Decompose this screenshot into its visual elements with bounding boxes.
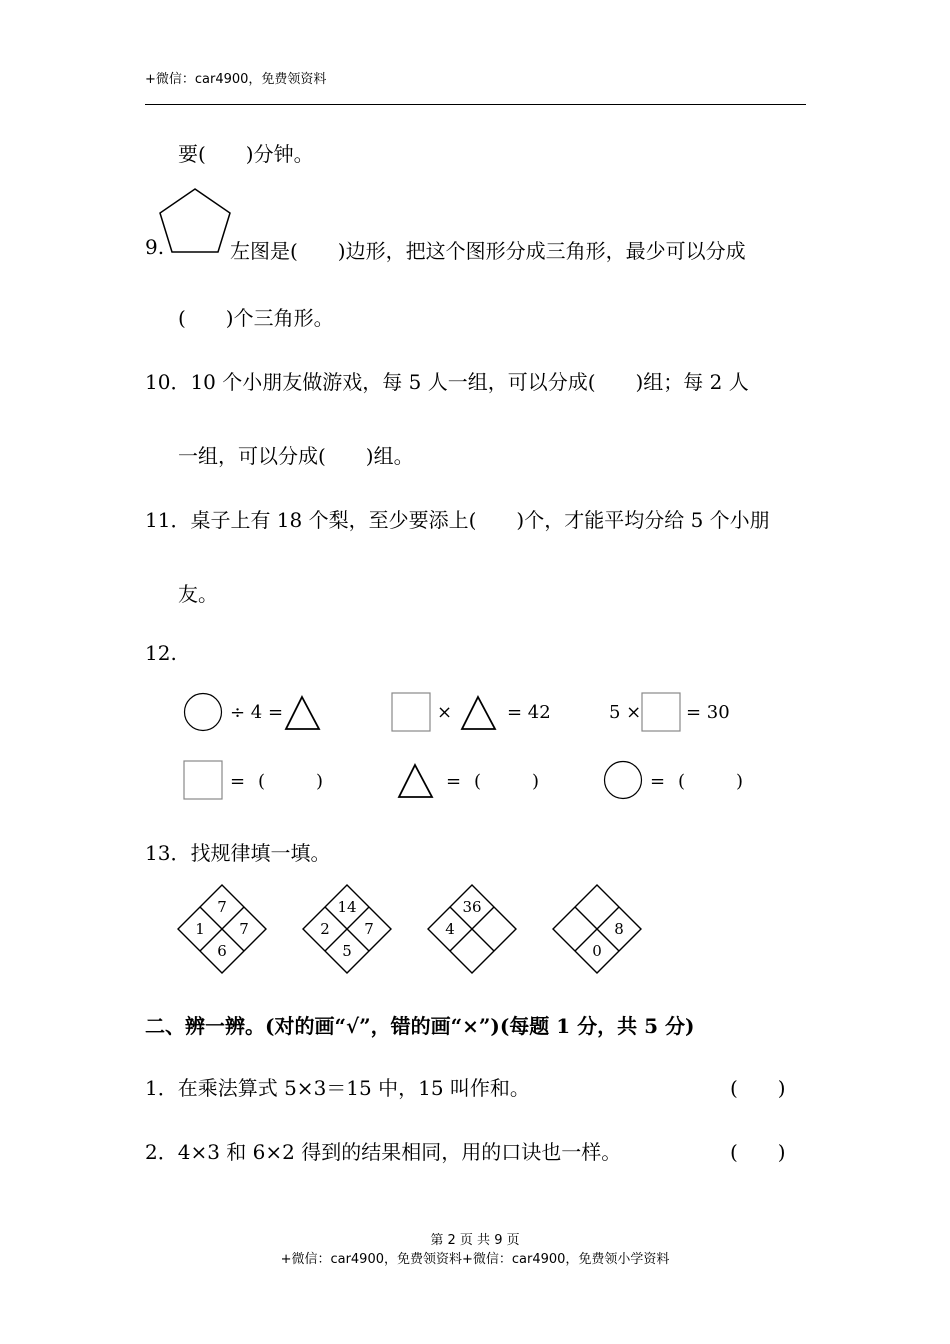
judge-item-1-text: 1．在乘法算式 5×3＝15 中，15 叫作和。 xyxy=(145,1076,530,1100)
answer-equals: = xyxy=(650,771,666,792)
q12-eq2-op: × xyxy=(437,702,453,723)
diamond-cell-right: 7 xyxy=(239,920,249,938)
q12-eq2-result: = 42 xyxy=(507,702,551,723)
answer-open-paren: ( xyxy=(678,771,686,792)
answer-open-paren: ( xyxy=(474,771,482,792)
diamond-cell-bottom: 5 xyxy=(342,942,352,960)
q12-number: 12. xyxy=(145,641,177,665)
q12-eq1-text: ÷ 4 = xyxy=(230,702,284,723)
diamond-cell-bottom: 0 xyxy=(592,942,602,960)
diamond-cell-left: 4 xyxy=(445,920,455,938)
diamond-cell-bottom: 6 xyxy=(217,942,227,960)
q13-title: 13．找规律填一填。 xyxy=(145,841,331,865)
q10-line2: 一组，可以分成( )组。 xyxy=(178,444,414,468)
q10-line1: 10．10 个小朋友做游戏，每 5 人一组，可以分成( )组；每 2 人 xyxy=(145,370,749,394)
diamond-cell-right: 7 xyxy=(364,920,374,938)
diamond-cell-left: 1 xyxy=(195,920,205,938)
header-text: +微信：car4900，免费领资料 xyxy=(145,72,327,87)
answer-close-paren: ) xyxy=(532,771,540,792)
diamond-cell-top: 14 xyxy=(337,898,357,916)
judge-item-2-text: 2．4×3 和 6×2 得到的结果相同，用的口诀也一样。 xyxy=(145,1140,622,1164)
answer-open-paren: ( xyxy=(258,771,266,792)
judge-item-1-bracket: ( ) xyxy=(730,1076,786,1100)
q8-tail: 要( )分钟。 xyxy=(178,142,314,166)
answer-close-paren: ) xyxy=(736,771,744,792)
section2-title: 二、辨一辨。(对的画“√”，错的画“×”)(每题 1 分，共 5 分) xyxy=(145,1014,695,1038)
q12-eq3-prefix: 5 × xyxy=(609,702,642,723)
diamond-cell-top: 36 xyxy=(462,898,482,916)
q11-line2: 友。 xyxy=(178,582,218,606)
diamond-cell-left: 2 xyxy=(320,920,330,938)
diamond-cell-right: 8 xyxy=(614,920,624,938)
judge-item-2-bracket: ( ) xyxy=(730,1140,786,1164)
answer-equals: = xyxy=(446,771,462,792)
diamond-cell-top: 7 xyxy=(217,898,227,916)
footer-text: +微信：car4900，免费领资料+微信：car4900，免费领小学资料 xyxy=(280,1252,670,1267)
answer-close-paren: ) xyxy=(316,771,324,792)
q11-line1: 11．桌子上有 18 个梨，至少要添上( )个，才能平均分给 5 个小朋 xyxy=(145,508,770,532)
q9-line1: 左图是( )边形，把这个图形分成三角形，最少可以分成 xyxy=(230,239,746,263)
q9-line2: ( )个三角形。 xyxy=(178,306,334,330)
q9-number: 9. xyxy=(145,235,165,259)
answer-equals: = xyxy=(230,771,246,792)
page-number: 第 2 页 共 9 页 xyxy=(430,1233,520,1248)
q12-eq3-result: = 30 xyxy=(686,702,730,723)
